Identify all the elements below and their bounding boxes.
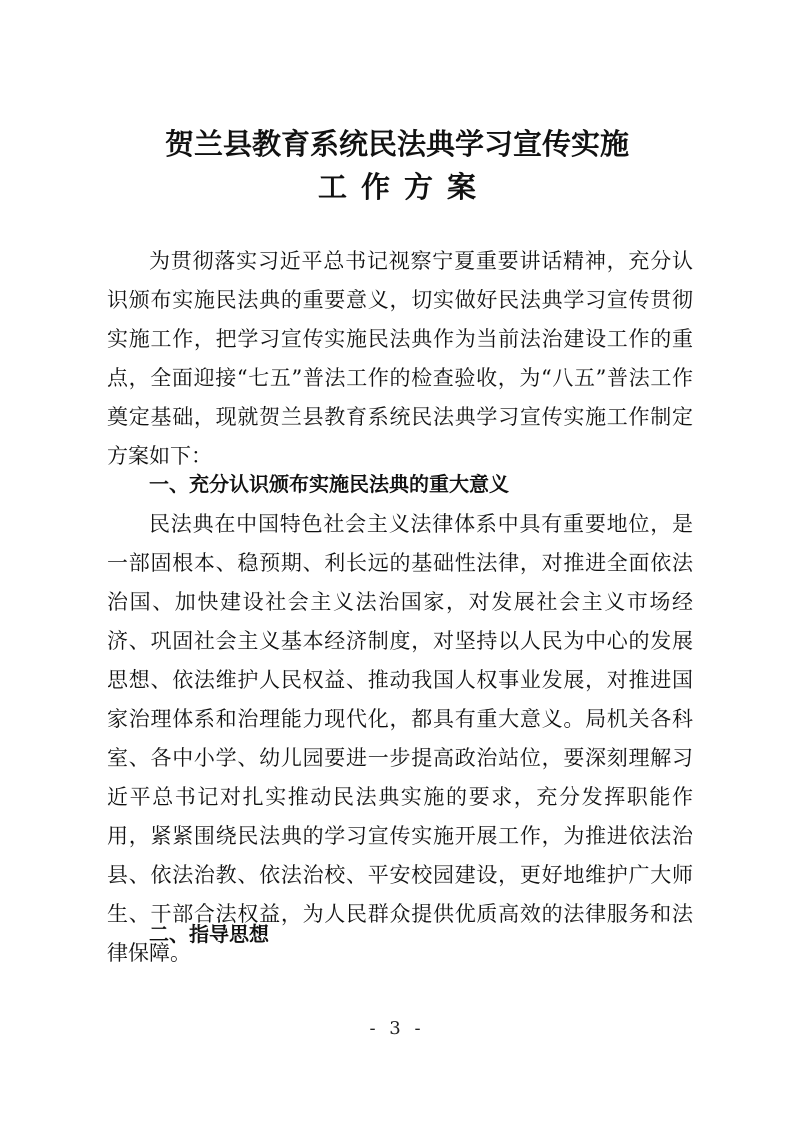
page-number: - 3 - (369, 1018, 425, 1039)
section-heading-1: 一、充分认识颁布实施民法典的重大意义 (149, 472, 509, 496)
document-title-line2: 工作方案 (317, 170, 490, 204)
section-heading-2: 二、指导思想 (149, 922, 269, 946)
intro-paragraph: 为贯彻落实习近平总书记视察宁夏重要讲话精神，充分认识颁布实施民法典的重要意义，切实做好民法典学习宣传贯彻实施工作，把学习宣传实施民法典作为当前法治建设工作的重点，全面迎接“七五”普法工作的检查验收，为“八五”普法工作奠定基础，现就贺兰县教育系统民法典学习宣传实施工作制定方案如下： (107, 249, 693, 468)
document-title-line1: 贺兰县教育系统民法典学习宣传实施 (164, 127, 629, 161)
section-1-paragraph: 民法典在中国特色社会主义法律体系中具有重要地位，是一部固根本、稳预期、利长远的基础性法律，对推进全面依法治国、加快建设社会主义法治国家，对发展社会主义市场经济、巩固社会主义基本经济制度，对坚持以人民为中心的发展思想、依法维护人民权益、推动我国人权事业发展，对推进国家治理体系和治理能力现代化，都具有重大意义。局机关各科室、各中小学、幼儿园要进一步提高政治站位，要深刻理解习近平总书记对扎实推动民法典实施的要求，充分发挥职能作用，紧紧围绕民法典的学习宣传实施开展工作，为推进依法治县、依法治教、依法治校、平安校园建设，更好地维护广大师生、干部合法权益，为人民群众提供优质高效的法律服务和法律保障。 (107, 512, 693, 965)
